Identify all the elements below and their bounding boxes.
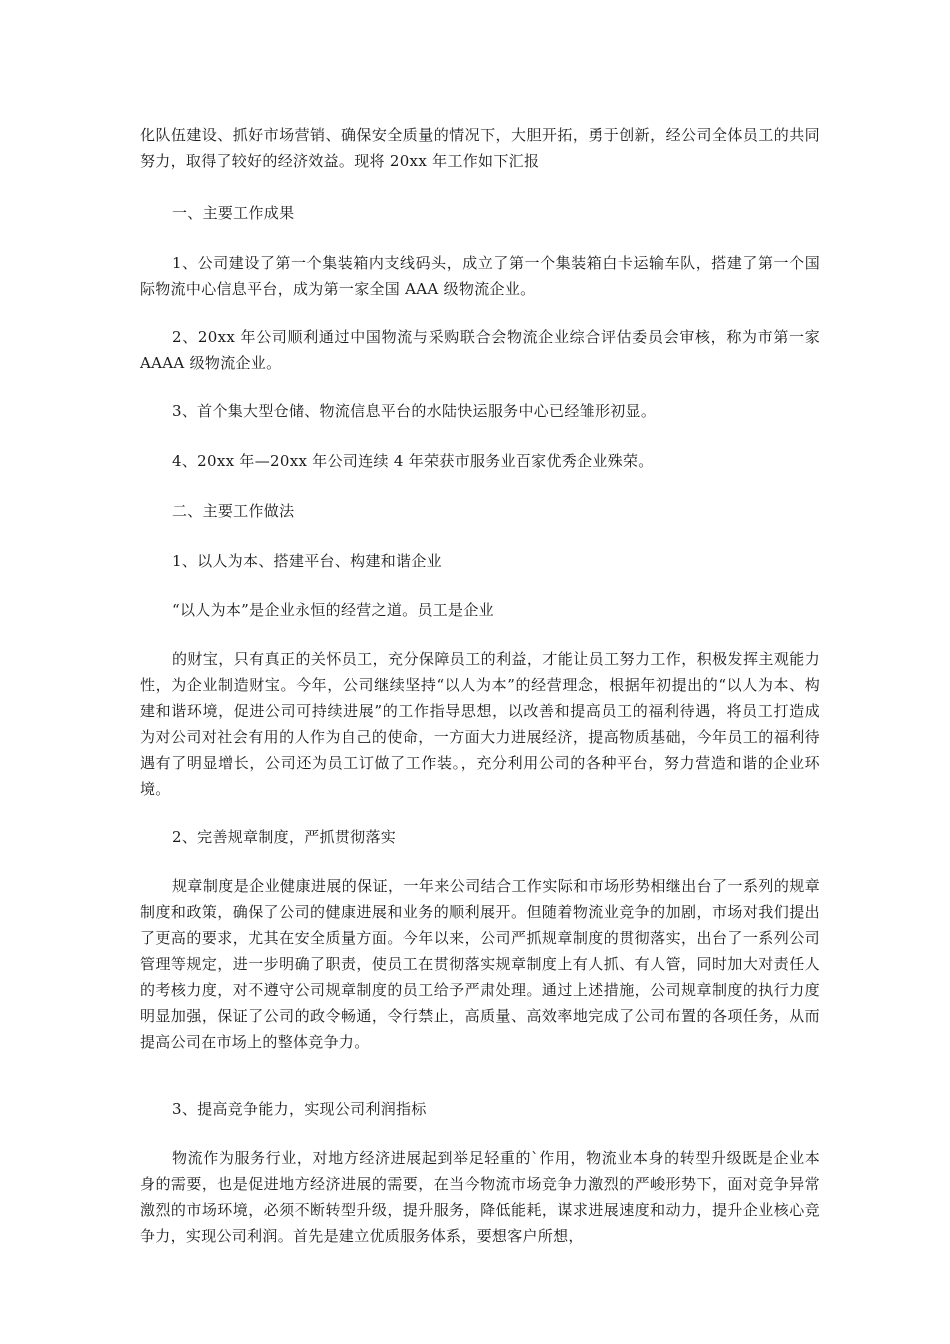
- subheading-people-oriented: 1、以人为本、搭建平台、构建和谐企业: [172, 552, 442, 570]
- paragraph-achievement-4: 4、20xx 年—20xx 年公司连续 4 年荣获市服务业百家优秀企业殊荣。: [172, 452, 654, 470]
- paragraph-people-oriented-lead: “以人为本”是企业永恒的经营之道。员工是企业: [172, 601, 494, 619]
- heading-main-practices: 二、主要工作做法: [172, 502, 295, 520]
- heading-main-achievements: 一、主要工作成果: [172, 204, 295, 222]
- paragraph-rules-system: 规章制度是企业健康进展的保证，一年来公司结合工作实际和市场形势相继出台了一系列的规章制度和政策，确保了公司的健康进展和业务的顺利展开。但随着物流业竞争的加剧，市场对我们提出了更高的要求，尤其在安全质量方面。今年以来，公司严抓规章制度的贯彻落实，出台了一系列公司管理等规定，进一步明确了职责，使员工在贯彻落实规章制度上有人抓、有人管，同时加大对责任人的考核力度，对不遵守公司规章制度的员工给予严肃处理。通过上述措施，公司规章制度的执行力度明显加强，保证了公司的政令畅通，令行禁止，高质量、高效率地完成了公司布置的各项任务，从而提高公司在市场上的整体竞争力。: [140, 877, 820, 1051]
- paragraph-achievement-2: 2、20xx 年公司顺利通过中国物流与采购联合会物流企业综合评估委员会审核，称为市第一家 AAAA 级物流企业。: [140, 328, 820, 372]
- subheading-rules-system: 2、完善规章制度，严抓贯彻落实: [172, 828, 397, 846]
- subheading-competitiveness: 3、提高竞争能力，实现公司利润指标: [172, 1100, 427, 1118]
- paragraph-competitiveness: 物流作为服务行业，对地方经济进展起到举足轻重的`作用，物流业本身的转型升级既是企业本身的需要，也是促进地方经济进展的需要，在当今物流市场竞争力激烈的严峻形势下，面对竞争异常激烈的市场环境，必须不断转型升级，提升服务，降低能耗，谋求进展速度和动力，提升企业核心竞争力，实现公司利润。首先是建立优质服务体系，要想客户所想，: [140, 1149, 820, 1245]
- paragraph-achievement-1: 1、公司建设了第一个集装箱内支线码头，成立了第一个集装箱白卡运输车队，搭建了第一个国际物流中心信息平台，成为第一家全国 AAA 级物流企业。: [140, 254, 820, 298]
- paragraph-achievement-3: 3、首个集大型仓储、物流信息平台的水陆快运服务中心已经雏形初显。: [172, 402, 657, 420]
- paragraph-intro: 化队伍建设、抓好市场营销、确保安全质量的情况下，大胆开拓，勇于创新，经公司全体员工的共同努力，取得了较好的经济效益。现将 20xx 年工作如下汇报: [140, 126, 820, 170]
- paragraph-people-oriented-body: 的财宝，只有真正的关怀员工，充分保障员工的利益，才能让员工努力工作，积极发挥主观能力性，为企业制造财宝。今年，公司继续坚持“以人为本”的经营理念，根据年初提出的“以人为本、构建和谐环境，促进公司可持续进展”的工作指导思想，以改善和提高员工的福利待遇，将员工打造成为对公司对社会有用的人作为自己的使命，一方面大力进展经济，提高物质基础，今年员工的福利待遇有了明显增长，公司还为员工订做了工作装。，充分利用公司的各种平台，努力营造和谐的企业环境。: [140, 650, 820, 798]
